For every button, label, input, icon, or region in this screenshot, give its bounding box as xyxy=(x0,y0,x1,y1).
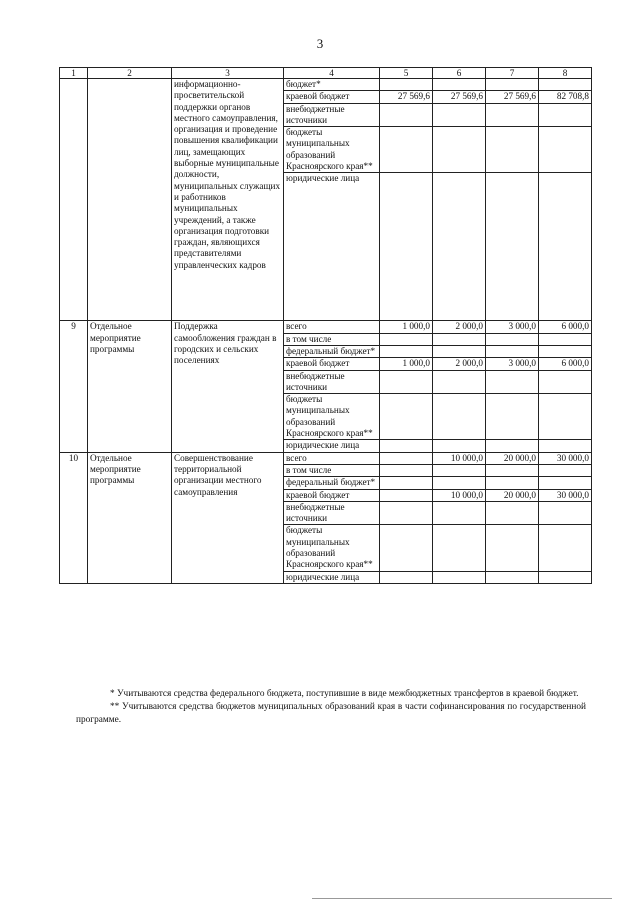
value-cell xyxy=(380,79,433,91)
value-cell xyxy=(539,333,592,345)
value-cell: 27 569,6 xyxy=(380,91,433,103)
value-cell xyxy=(433,79,486,91)
value-cell xyxy=(486,79,539,91)
value-cell xyxy=(380,452,433,464)
value-cell xyxy=(486,345,539,357)
table-row xyxy=(60,79,592,91)
value-cell xyxy=(380,370,433,394)
value-cell xyxy=(433,501,486,525)
value-cell xyxy=(433,477,486,489)
footnotes xyxy=(76,688,586,727)
value-cell xyxy=(433,464,486,476)
value-cell: 1 000,0 xyxy=(380,358,433,370)
value-cell xyxy=(380,464,433,476)
value-cell xyxy=(539,345,592,357)
funding-source: юридические лица xyxy=(284,440,380,452)
footnote: ** Учитываются средства бюджетов муниципальных образований края в части софинансирования по государственной программе. xyxy=(76,702,586,725)
value-cell xyxy=(380,127,433,173)
col-header: 8 xyxy=(539,68,592,79)
value-cell xyxy=(433,440,486,452)
value-cell xyxy=(433,103,486,127)
table-row xyxy=(60,452,592,464)
page-number: 3 xyxy=(316,36,324,51)
value-cell xyxy=(433,571,486,583)
value-cell xyxy=(433,345,486,357)
col-header: 2 xyxy=(88,68,172,79)
header-row xyxy=(60,68,592,79)
value-cell xyxy=(486,394,539,440)
value-cell xyxy=(539,525,592,571)
page-bottom-rule xyxy=(312,898,612,899)
row-number: 10 xyxy=(60,452,88,583)
value-cell xyxy=(486,127,539,173)
value-cell xyxy=(380,501,433,525)
funding-source: бюджеты муниципальных образований Красноярского края** xyxy=(284,525,380,571)
value-cell: 3 000,0 xyxy=(486,321,539,333)
funding-source: федеральный бюджет* xyxy=(284,477,380,489)
value-cell xyxy=(380,345,433,357)
value-cell: 2 000,0 xyxy=(433,358,486,370)
value-cell: 30 000,0 xyxy=(539,489,592,501)
value-cell xyxy=(380,571,433,583)
value-cell: 82 708,8 xyxy=(539,91,592,103)
value-cell xyxy=(486,370,539,394)
row-number: 9 xyxy=(60,321,88,452)
value-cell xyxy=(380,525,433,571)
funding-source: всего xyxy=(284,321,380,333)
funding-source: внебюджетные источники xyxy=(284,370,380,394)
value-cell xyxy=(486,103,539,127)
value-cell xyxy=(486,173,539,321)
value-cell xyxy=(380,477,433,489)
row-name: Отдельное мероприятие программы xyxy=(88,321,172,452)
value-cell xyxy=(539,103,592,127)
value-cell: 20 000,0 xyxy=(486,489,539,501)
funding-source: всего xyxy=(284,452,380,464)
funding-source: юридические лица xyxy=(284,173,380,321)
col-header: 3 xyxy=(172,68,284,79)
value-cell xyxy=(486,440,539,452)
value-cell xyxy=(486,525,539,571)
funding-source: краевой бюджет xyxy=(284,358,380,370)
funding-source: бюджеты муниципальных образований Красноярского края** xyxy=(284,127,380,173)
value-cell xyxy=(380,489,433,501)
value-cell: 1 000,0 xyxy=(380,321,433,333)
value-cell: 6 000,0 xyxy=(539,358,592,370)
value-cell xyxy=(433,525,486,571)
value-cell xyxy=(486,477,539,489)
funding-source: краевой бюджет xyxy=(284,91,380,103)
value-cell xyxy=(539,501,592,525)
funding-source: внебюджетные источники xyxy=(284,501,380,525)
col-header: 6 xyxy=(433,68,486,79)
row-name: Отдельное мероприятие программы xyxy=(88,452,172,583)
col-header: 5 xyxy=(380,68,433,79)
value-cell xyxy=(380,173,433,321)
funding-source: краевой бюджет xyxy=(284,489,380,501)
value-cell xyxy=(486,464,539,476)
value-cell: 2 000,0 xyxy=(433,321,486,333)
col-header: 1 xyxy=(60,68,88,79)
value-cell xyxy=(433,394,486,440)
funding-source: в том числе xyxy=(284,333,380,345)
value-cell xyxy=(539,127,592,173)
value-cell xyxy=(486,571,539,583)
value-cell xyxy=(539,370,592,394)
row-number xyxy=(60,79,88,321)
value-cell: 6 000,0 xyxy=(539,321,592,333)
budget-table xyxy=(59,67,592,584)
row-description: Совершенствование территориальной организации местного самоуправления xyxy=(172,452,284,583)
value-cell xyxy=(539,79,592,91)
row-description: Поддержка самообложения граждан в городских и сельских поселениях xyxy=(172,321,284,452)
funding-source: внебюджетные источники xyxy=(284,103,380,127)
value-cell: 10 000,0 xyxy=(433,452,486,464)
value-cell xyxy=(380,333,433,345)
value-cell xyxy=(380,440,433,452)
table-row xyxy=(60,321,592,333)
value-cell xyxy=(539,571,592,583)
value-cell: 3 000,0 xyxy=(486,358,539,370)
value-cell: 27 569,6 xyxy=(486,91,539,103)
value-cell xyxy=(433,173,486,321)
value-cell xyxy=(433,333,486,345)
row-description: информационно-просветительской поддержки органов местного самоуправления, организация и проведение повышения квалификации лиц, замещающих выборные муниципальные должности, муниципальных служащих и работников муниципальных учреждений, а также организация подготовки граждан, являющихся представителями управленческих кадров xyxy=(172,79,284,321)
value-cell xyxy=(539,173,592,321)
value-cell: 30 000,0 xyxy=(539,452,592,464)
funding-source: бюджет* xyxy=(284,79,380,91)
value-cell: 20 000,0 xyxy=(486,452,539,464)
col-header: 4 xyxy=(284,68,380,79)
value-cell xyxy=(539,464,592,476)
value-cell xyxy=(539,440,592,452)
value-cell: 10 000,0 xyxy=(433,489,486,501)
row-name xyxy=(88,79,172,321)
col-header: 7 xyxy=(486,68,539,79)
value-cell xyxy=(433,370,486,394)
value-cell xyxy=(380,103,433,127)
footnote: * Учитываются средства федерального бюджета, поступившие в виде межбюджетных трансфертов в краевой бюджет. xyxy=(110,689,579,699)
value-cell xyxy=(486,501,539,525)
value-cell xyxy=(486,333,539,345)
value-cell xyxy=(539,477,592,489)
funding-source: федеральный бюджет* xyxy=(284,345,380,357)
value-cell xyxy=(539,394,592,440)
value-cell xyxy=(380,394,433,440)
funding-source: в том числе xyxy=(284,464,380,476)
value-cell: 27 569,6 xyxy=(433,91,486,103)
funding-source: юридические лица xyxy=(284,571,380,583)
funding-source: бюджеты муниципальных образований Красноярского края** xyxy=(284,394,380,440)
value-cell xyxy=(433,127,486,173)
